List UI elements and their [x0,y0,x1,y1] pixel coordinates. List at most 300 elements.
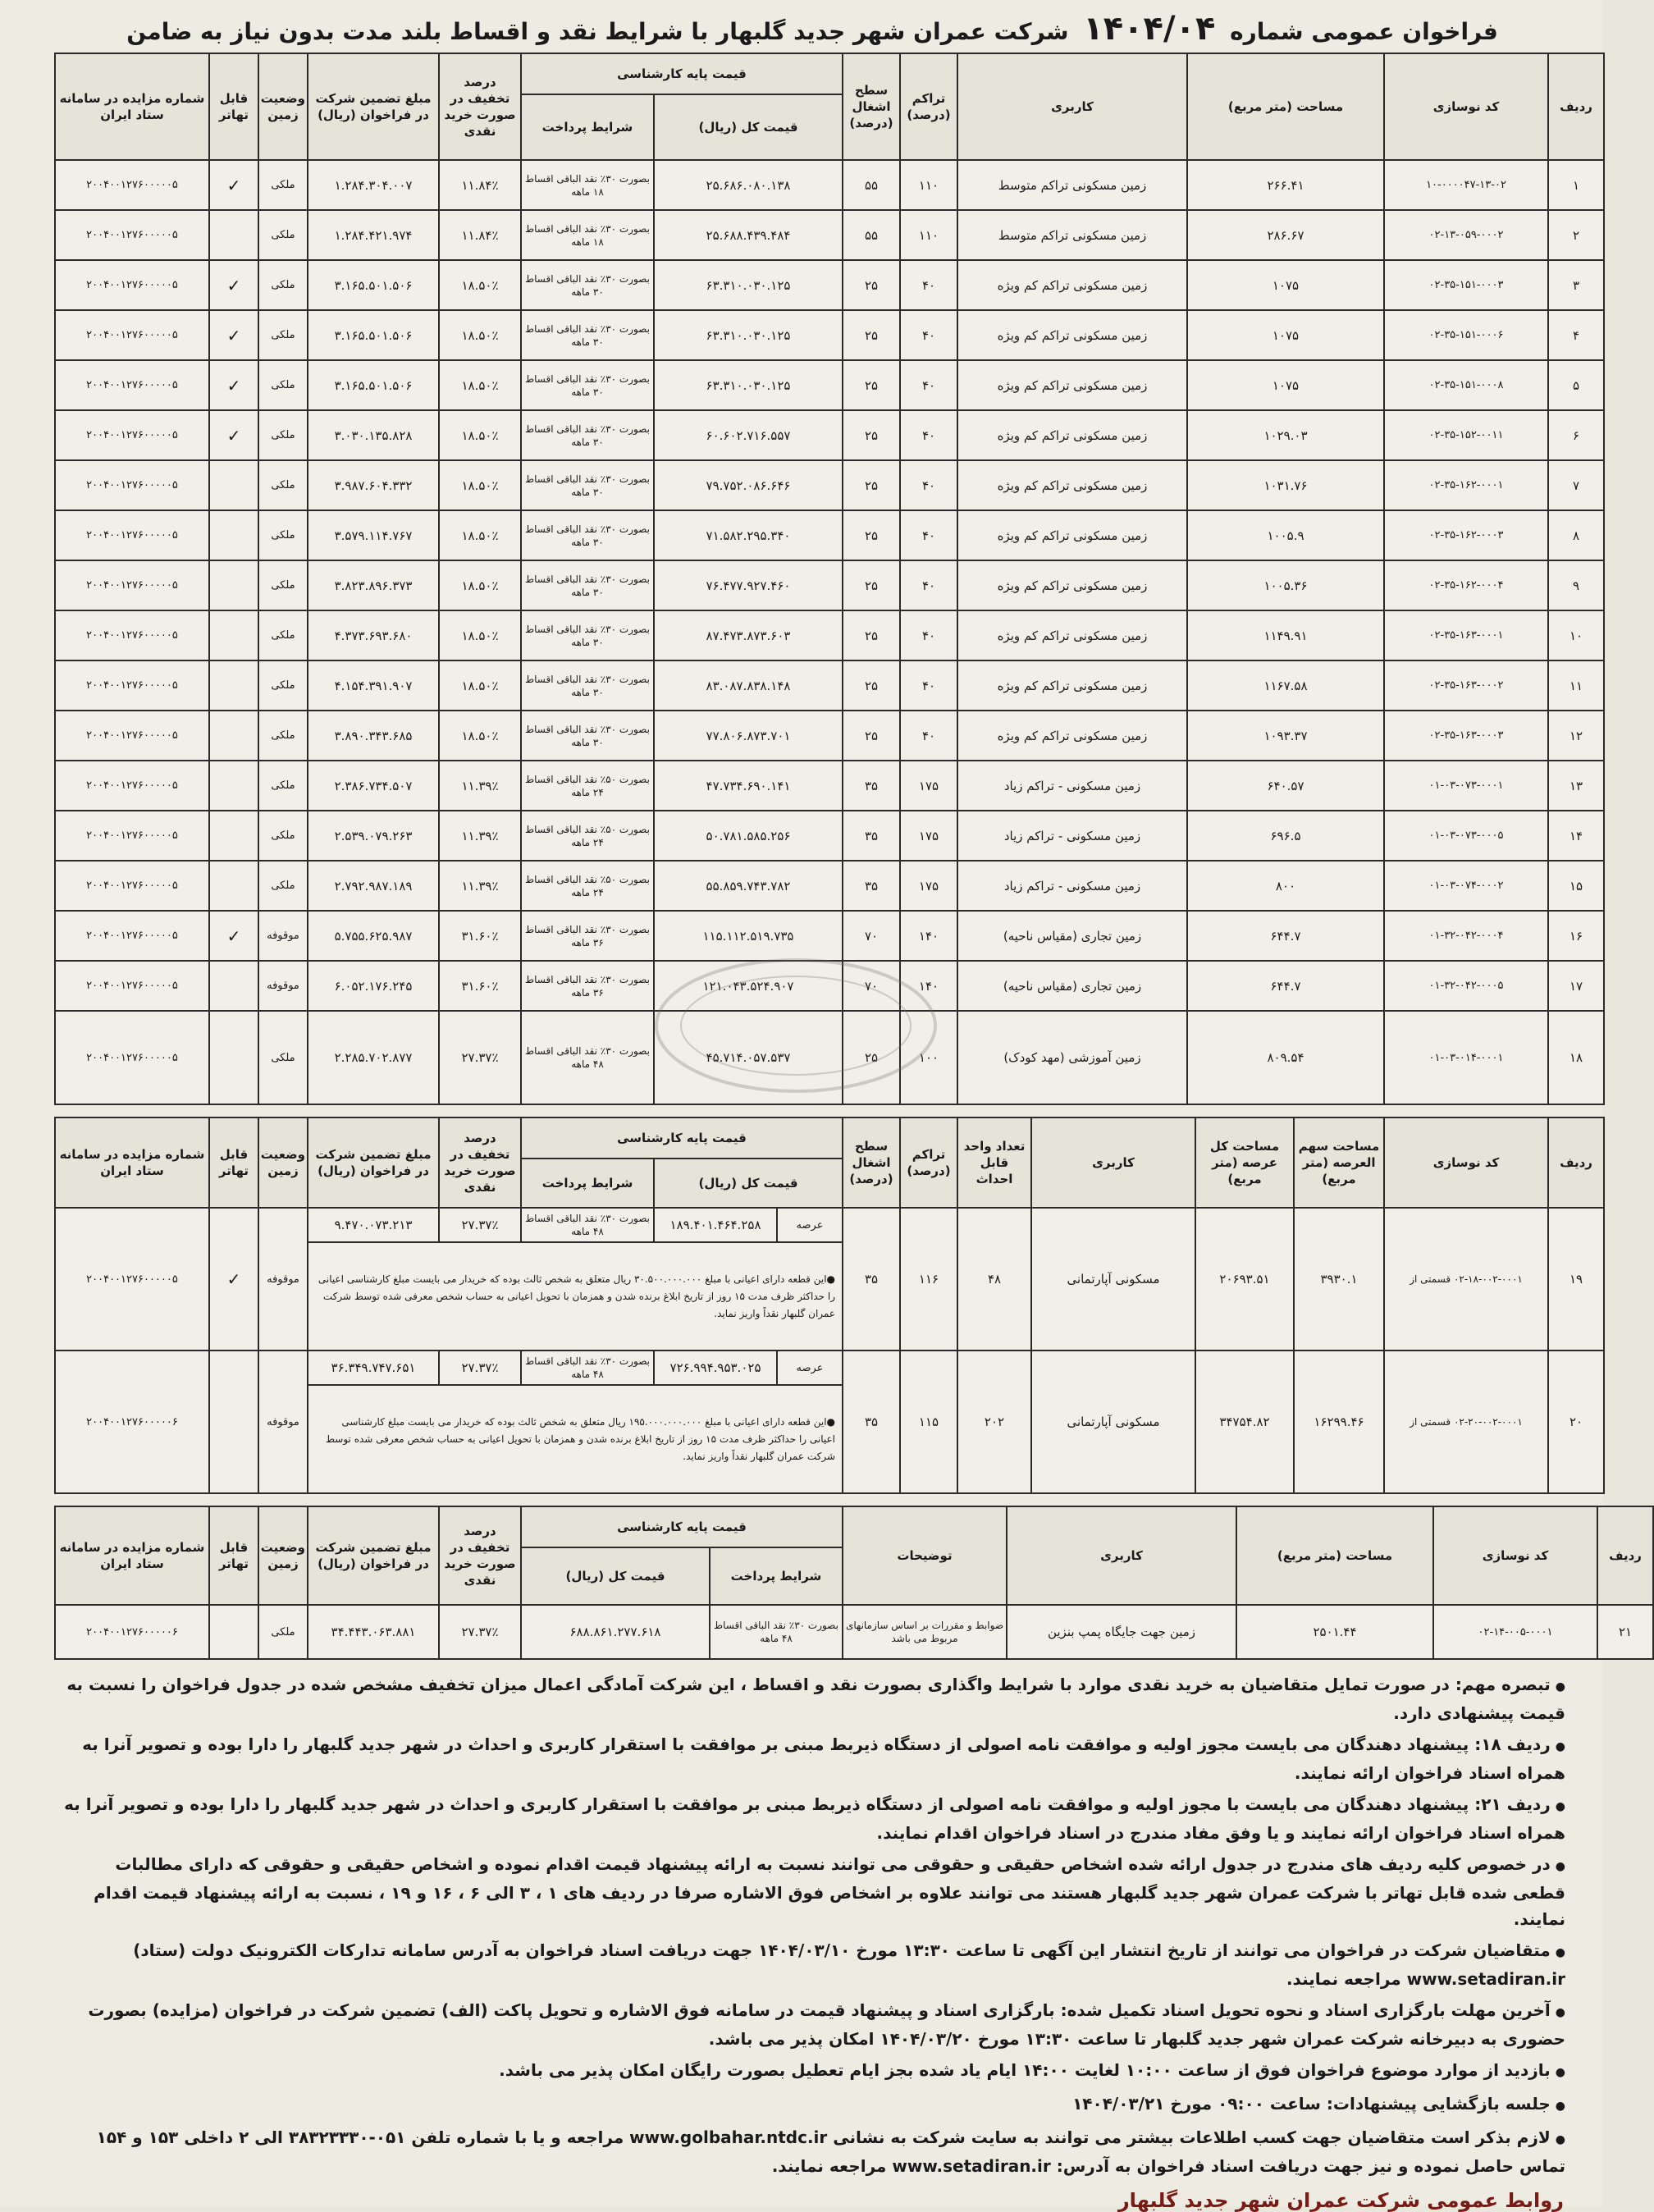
cell-code: ۰۲-۱۸-۰۰۲-۰۰۰۱ قسمتی از [1384,1208,1548,1351]
cell-terms: بصورت ۳۰٪ نقد الباقی اقساط ۴۸ ماهه [521,1208,654,1242]
cell-occupancy: ۳۵ [843,811,900,861]
cell-total-price: ۱۱۵.۱۱۲.۵۱۹.۷۳۵ [654,911,843,961]
cell-total-area: ۲۰۶۹۳.۵۱ [1195,1208,1294,1351]
cell-status: ملکی [258,711,308,761]
cell-row: ۱ [1548,160,1604,210]
cell-discount: ۱۱.۳۹٪ [439,861,521,911]
cell-area: ۲۶۶.۴۱ [1187,160,1384,210]
col-description: توضیحات [843,1506,1007,1605]
col-total-price: قیمت کل (ریال) [654,1159,843,1208]
check-icon [209,1011,258,1104]
cell-occupancy: ۷۰ [843,911,900,961]
col-payment-terms: شرایط پرداخت [710,1547,843,1605]
cell-total-price: ۸۷.۴۷۳.۸۷۳.۶۰۳ [654,610,843,660]
cell-discount: ۱۸.۵۰٪ [439,711,521,761]
cell-usage: مسکونی آپارتمانی [1031,1208,1195,1351]
cell-area: ۶۴۰.۵۷ [1187,761,1384,811]
table-row [55,410,1604,460]
cell-occupancy: ۲۵ [843,711,900,761]
cell-guarantee: ۴.۱۵۴.۳۹۱.۹۰۷ [308,660,439,711]
cell-status: ملکی [258,761,308,811]
note-text: این قطعه دارای اعیانی با مبلغ ۳۰.۵۰۰.۰۰۰.۰۰۰ ریال متعلق به شخص ثالث بوده که خریدار می بایست مبلغ کارشناسی اعیانی را حداکثر ظرف مدت ۱۵ روز از تاریخ ابلاغ برنده شدن و همزمان با تحویل اعیانی به حساب شخص معرفی شده توسط شرکت عمران گلبهار نقداً واریز نماید. [318,1273,836,1319]
table-row [55,1605,1653,1659]
cell-total-area: ۳۴۷۵۴.۸۲ [1195,1351,1294,1493]
cell-usage: زمین آموزشی (مهد کودک) [957,1011,1187,1104]
cell-auction: ۲۰۰۴۰۰۱۲۷۶۰۰۰۰۰۵ [55,911,209,961]
bullet-icon: ● [826,1273,836,1285]
cell-terms: بصورت ۵۰٪ نقد الباقی اقساط ۲۴ ماهه [521,861,654,911]
cell-usage: زمین مسکونی تراکم کم ویژه [957,460,1187,510]
cell-terms: بصورت ۳۰٪ نقد الباقی اقساط ۳۶ ماهه [521,961,654,1011]
cell-auction: ۲۰۰۴۰۰۱۲۷۶۰۰۰۰۰۵ [55,660,209,711]
cell-status: ملکی [258,410,308,460]
check-icon [209,811,258,861]
cell-discount: ۳۱.۶۰٪ [439,961,521,1011]
cell-guarantee: ۳.۱۶۵.۵۰۱.۵۰۶ [308,310,439,360]
cell-code: ۰۱-۰۳-۰۱۴-۰۰۰۱ [1384,1011,1548,1104]
cell-auction: ۲۰۰۴۰۰۱۲۷۶۰۰۰۰۰۵ [55,1208,209,1351]
cell-discount: ۱۸.۵۰٪ [439,610,521,660]
col-area: مساحت (متر مربع) [1187,53,1384,160]
cell-area: ۸۰۹.۵۴ [1187,1011,1384,1104]
note-text: این قطعه دارای اعیانی با مبلغ ۱۹۵.۰۰۰.۰۰۰.۰۰۰ ریال متعلق به شخص ثالث بوده که خریدار می بایست مبلغ کارشناسی اعیانی را حداکثر ظرف مدت ۱۵ روز از تاریخ ابلاغ برنده شدن و همزمان با تحویل اعیانی به حساب شخص معرفی شده توسط شرکت عمران گلبهار نقداً واریز نماید. [325,1415,836,1462]
cell-total-price: ۵۵.۸۵۹.۷۴۳.۷۸۲ [654,861,843,911]
bullet-icon: ● [1555,1800,1565,1813]
cell-code: ۰۲-۳۵-۱۶۳-۰۰۰۳ [1384,711,1548,761]
cell-usage: زمین مسکونی تراکم کم ویژه [957,260,1187,310]
cell-status: ملکی [258,811,308,861]
cell-code: ۰۲-۳۵-۱۶۲-۰۰۰۱ [1384,460,1548,510]
note-visit [59,2057,1565,2086]
cell-code: ۰۱-۰۳-۰۷۳-۰۰۰۵ [1384,811,1548,861]
check-icon [209,460,258,510]
check-icon: ✓ [209,1208,258,1351]
cell-status: ملکی [258,360,308,410]
cell-density: ۴۰ [900,310,957,360]
col-exchangeable: قابل تهاتر [209,1506,258,1605]
table-row [55,160,1604,210]
col-base-price: قیمت پایه کارشناسی [521,1117,843,1159]
cell-density: ۴۰ [900,610,957,660]
cell-density: ۱۱۰ [900,160,957,210]
cell-occupancy: ۲۵ [843,1011,900,1104]
table-row [55,610,1604,660]
check-icon: ✓ [209,410,258,460]
col-exchangeable: قابل تهاتر [209,1117,258,1208]
col-guarantee: مبلغ تضمین شرکت در فراخوان (ریال) [308,1117,439,1208]
note-row-18 [59,1731,1565,1786]
cell-guarantee: ۳.۱۶۵.۵۰۱.۵۰۶ [308,360,439,410]
cell-occupancy: ۵۵ [843,160,900,210]
cell-usage: مسکونی آپارتمانی [1031,1351,1195,1493]
section-gap [54,1105,1570,1117]
cell-discount: ۲۷.۳۷٪ [439,1208,521,1242]
cell-area: ۲۸۶.۶۷ [1187,210,1384,260]
cell-row: ۱۲ [1548,711,1604,761]
cell-guarantee: ۳.۹۸۷.۶۰۴.۳۳۲ [308,460,439,510]
check-icon: ✓ [209,911,258,961]
cell-area: ۱۰۷۵ [1187,260,1384,310]
bullet-icon: ● [1555,2006,1565,2019]
cell-row: ۲ [1548,210,1604,260]
cell-auction: ۲۰۰۴۰۰۱۲۷۶۰۰۰۰۰۵ [55,360,209,410]
col-land-status: وضعیت زمین [258,1506,308,1605]
cell-row: ۷ [1548,460,1604,510]
cell-code: ۰۲-۳۵-۱۶۲-۰۰۰۴ [1384,560,1548,610]
cell-row: ۱۵ [1548,861,1604,911]
cell-total-price: ۴۵.۷۱۴.۰۵۷.۵۳۷ [654,1011,843,1104]
check-icon [209,1605,258,1659]
cell-terms: بصورت ۳۰٪ نقد الباقی اقساط ۴۸ ماهه [710,1605,843,1659]
bullet-icon: ● [1555,2066,1565,2079]
cell-code: ۰۲-۳۵-۱۵۱-۰۰۰۳ [1384,260,1548,310]
cell-occupancy: ۲۵ [843,460,900,510]
cell-auction: ۲۰۰۴۰۰۱۲۷۶۰۰۰۰۰۵ [55,260,209,310]
cell-density: ۱۱۵ [900,1351,957,1493]
cell-guarantee: ۶.۰۵۲.۱۷۶.۲۴۵ [308,961,439,1011]
cell-total-price: ۱۲۱.۰۴۳.۵۲۴.۹۰۷ [654,961,843,1011]
cell-area: ۸۰۰ [1187,861,1384,911]
cell-usage: زمین تجاری (مقیاس ناحیه) [957,961,1187,1011]
col-code: کد نوسازی [1433,1506,1597,1605]
cell-usage: زمین مسکونی - تراکم زیاد [957,861,1187,911]
cell-auction: ۲۰۰۴۰۰۱۲۷۶۰۰۰۰۰۶ [55,1351,209,1493]
cell-occupancy: ۲۵ [843,610,900,660]
cell-status: ملکی [258,660,308,711]
cell-row: ۱۴ [1548,811,1604,861]
note-text: لازم بذکر است متقاضیان جهت کسب اطلاعات بیشتر می توانند به سایت شرکت به نشانی www.golbahar.ntdc.ir مراجعه و یا با شماره تلفن ۰۵۱-۳۸۳۲۳۳۳۰ الی ۲ داخلی ۱۵۳ و ۱۵۴ تماس حاصل نموده و نیز جهت دریافت اسناد فراخوان به آدرس: www.setadiran.ir مراجعه نمایند. [96,2127,1565,2176]
footer-signature: روابط عمومی شرکت عمران شهر جدید گلبهار [1117,2189,1564,2212]
check-icon [209,660,258,711]
cell-area: ۱۰۰۵.۳۶ [1187,560,1384,610]
check-icon [209,610,258,660]
col-exchangeable: قابل تهاتر [209,53,258,160]
cell-guarantee: ۲.۷۹۲.۹۸۷.۱۸۹ [308,861,439,911]
check-icon: ✓ [209,260,258,310]
cell-terms: بصورت ۳۰٪ نقد الباقی اقساط ۳۰ ماهه [521,560,654,610]
cell-row: ۱۰ [1548,610,1604,660]
cell-density: ۴۰ [900,410,957,460]
table-row [55,660,1604,711]
cell-occupancy: ۲۵ [843,360,900,410]
cell-occupancy: ۲۵ [843,410,900,460]
cell-guarantee: ۱.۲۸۴.۴۲۱.۹۷۴ [308,210,439,260]
cell-discount: ۱۸.۵۰٪ [439,360,521,410]
check-icon: ✓ [209,160,258,210]
table-row [55,911,1604,961]
cell-discount: ۱۸.۵۰٪ [439,260,521,310]
cell-auction: ۲۰۰۴۰۰۱۲۷۶۰۰۰۰۰۵ [55,560,209,610]
cell-usage: زمین مسکونی تراکم کم ویژه [957,410,1187,460]
cell-status: ملکی [258,460,308,510]
cell-usage: زمین تجاری (مقیاس ناحیه) [957,911,1187,961]
col-usage: کاربری [1031,1117,1195,1208]
cell-usage: زمین مسکونی تراکم کم ویژه [957,510,1187,560]
col-base-price: قیمت پایه کارشناسی [521,53,843,94]
cell-row: ۱۹ [1548,1208,1604,1351]
cell-units: ۴۸ [957,1208,1031,1351]
col-row: ردیف [1597,1506,1653,1605]
cell-guarantee: ۱.۲۸۴.۳۰۴.۰۰۷ [308,160,439,210]
cell-occupancy: ۲۵ [843,310,900,360]
cell-status: ملکی [258,210,308,260]
note-row-21 [59,1791,1565,1846]
cell-guarantee: ۲.۲۸۵.۷۰۲.۸۷۷ [308,1011,439,1104]
cell-area: ۲۵۰۱.۴۴ [1236,1605,1433,1659]
cell-code: ۰۲-۳۵-۱۵۱-۰۰۰۶ [1384,310,1548,360]
col-density: تراکم (درصد) [900,1117,957,1208]
cell-note [308,1385,843,1493]
cell-usage: زمین مسکونی - تراکم زیاد [957,761,1187,811]
cell-density: ۴۰ [900,660,957,711]
table-row [55,811,1604,861]
note-text: آخرین مهلت بارگزاری اسناد و نحوه تحویل اسناد تکمیل شده: بارگزاری اسناد و پیشنهاد قیمت در سامانه فوق الاشاره و تحویل پاکت (الف) تضمین شرکت در فراخوان (مزایده) بصورت حضوری به دبیرخانه شرکت عمران شهر جدید گلبهار تا ساعت ۱۳:۳۰ مورخ ۱۴۰۴/۰۳/۲۰ امکان پذیر می باشد. [88,2000,1565,2049]
table-row [55,1351,1604,1385]
note-deadline [59,1997,1565,2052]
cell-code: ۰۱-۳۲-۰۴۲-۰۰۰۴ [1384,911,1548,961]
cell-usage: زمین جهت جایگاه پمپ بنزین [1007,1605,1236,1659]
cell-occupancy: ۳۵ [843,861,900,911]
check-icon: ✓ [209,360,258,410]
cell-discount: ۱۱.۳۹٪ [439,761,521,811]
cell-occupancy: ۲۵ [843,260,900,310]
col-base-price: قیمت پایه کارشناسی [521,1506,843,1547]
bullet-icon: ● [1555,2133,1565,2146]
col-payment-terms: شرایط پرداخت [521,94,654,160]
cell-code: ۰۱-۰۳-۰۷۴-۰۰۰۲ [1384,861,1548,911]
col-discount: درصد تخفیف در صورت خرید نقدی [439,53,521,160]
check-icon [209,761,258,811]
cell-density: ۴۰ [900,711,957,761]
cell-auction: ۲۰۰۴۰۰۱۲۷۶۰۰۰۰۰۵ [55,310,209,360]
cell-area: ۱۱۶۷.۵۸ [1187,660,1384,711]
cell-discount: ۱۸.۵۰٪ [439,560,521,610]
cell-density: ۱۷۵ [900,761,957,811]
cell-code: ۰۲-۱۳-۰۵۹-۰۰۰۲ [1384,210,1548,260]
cell-guarantee: ۲.۳۸۶.۷۳۴.۵۰۷ [308,761,439,811]
cell-density: ۴۰ [900,460,957,510]
cell-discount: ۲۷.۳۷٪ [439,1351,521,1385]
cell-terms: بصورت ۳۰٪ نقد الباقی اقساط ۱۸ ماهه [521,210,654,260]
note-text: در خصوص کلیه ردیف های مندرج در جدول ارائه شده اشخاص حقیقی و حقوقی می توانند نسبت به ارائه پیشنهاد قیمت اقدام نموده و اشخاص حقیقی و حقوقی که دارای مطالبات قطعی شده قابل تهاتر با شرکت عمران شهر جدید گلبهار هستند می توانند علاوه بر اشخاص فوق الاشاره صرفا در ردیف های ۱ ، ۳ الی ۶ ، ۱۶ و ۱۹ ، نسبت به ارائه پیشنهاد قیمت اقدام نمایند. [94,1854,1565,1929]
col-land-status: وضعیت زمین [258,53,308,160]
col-payment-terms: شرایط پرداخت [521,1159,654,1208]
check-icon [209,961,258,1011]
cell-density: ۱۴۰ [900,911,957,961]
announcement-title [54,10,1570,48]
cell-total-price: ۷۷.۸۰۶.۸۷۳.۷۰۱ [654,711,843,761]
cell-auction: ۲۰۰۴۰۰۱۲۷۶۰۰۰۰۰۵ [55,761,209,811]
col-occupancy: سطح اشغال (درصد) [843,53,900,160]
cell-terms: بصورت ۳۰٪ نقد الباقی اقساط ۳۶ ماهه [521,911,654,961]
cell-discount: ۲۷.۳۷٪ [439,1605,521,1659]
cell-area: ۱۰۹۳.۳۷ [1187,711,1384,761]
col-total-price: قیمت کل (ریال) [654,94,843,160]
cell-row: ۶ [1548,410,1604,460]
cell-usage: زمین مسکونی تراکم کم ویژه [957,560,1187,610]
col-discount: درصد تخفیف در صورت خرید نقدی [439,1117,521,1208]
cell-guarantee: ۳۴.۴۴۳.۰۶۳.۸۸۱ [308,1605,439,1659]
table-row [55,510,1604,560]
cell-total-price: ۱۸۹.۴۰۱.۴۶۴.۲۵۸ [654,1208,777,1242]
cell-usage: زمین مسکونی تراکم کم ویژه [957,360,1187,410]
cell-share-area: ۱۶۲۹۹.۴۶ [1294,1351,1384,1493]
cell-code: ۱۰-۰۰۰۰۴۷-۱۳-۰۲ [1384,160,1548,210]
cell-code: ۰۲-۳۵-۱۵۲-۰۰۱۱ [1384,410,1548,460]
cell-guarantee: ۳.۱۶۵.۵۰۱.۵۰۶ [308,260,439,310]
cell-guarantee: ۲.۵۳۹.۰۷۹.۲۶۳ [308,811,439,861]
cell-occupancy: ۳۵ [843,761,900,811]
col-row: ردیف [1548,1117,1604,1208]
cell-area: ۱۰۳۱.۷۶ [1187,460,1384,510]
cell-status: ملکی [258,560,308,610]
cell-occupancy: ۵۵ [843,210,900,260]
cell-arsa-label: عرصه [777,1208,843,1242]
title-pre: فراخوان عمومی شماره [1230,18,1498,45]
cell-occupancy: ۳۵ [843,1351,900,1493]
cell-area: ۶۹۶.۵ [1187,811,1384,861]
col-row: ردیف [1548,53,1604,160]
cell-status: موقوفه [258,961,308,1011]
col-density: تراکم (درصد) [900,53,957,160]
cell-status: موقوفه [258,1208,308,1351]
col-total-price: قیمت کل (ریال) [521,1547,710,1605]
cell-auction: ۲۰۰۴۰۰۱۲۷۶۰۰۰۰۰۵ [55,460,209,510]
cell-units: ۲۰۲ [957,1351,1031,1493]
cell-total-price: ۲۵.۶۸۶.۰۸۰.۱۳۸ [654,160,843,210]
title-post: شرکت عمران شهر جدید گلبهار با شرایط نقد و اقساط بلند مدت بدون نیاز به ضامن [126,18,1069,45]
cell-total-price: ۶۸۸.۸۶۱.۲۷۷.۶۱۸ [521,1605,710,1659]
check-icon [209,210,258,260]
cell-usage: زمین مسکونی تراکم کم ویژه [957,711,1187,761]
cell-terms: بصورت ۳۰٪ نقد الباقی اقساط ۳۰ ماهه [521,610,654,660]
cell-status: موقوفه [258,1351,308,1493]
cell-density: ۴۰ [900,260,957,310]
table-row [55,711,1604,761]
cell-discount: ۱۸.۵۰٪ [439,310,521,360]
cell-total-price: ۸۳.۰۸۷.۸۳۸.۱۴۸ [654,660,843,711]
bullet-icon: ● [1555,1860,1565,1873]
cell-terms: بصورت ۳۰٪ نقد الباقی اقساط ۳۰ ماهه [521,460,654,510]
cell-density: ۴۰ [900,360,957,410]
bullet-icon: ● [1555,1740,1565,1753]
cell-guarantee: ۳.۸۹۰.۳۴۳.۶۸۵ [308,711,439,761]
cell-area: ۶۴۴.۷ [1187,961,1384,1011]
cell-code: ۰۲-۳۵-۱۶۲-۰۰۰۳ [1384,510,1548,560]
cell-auction: ۲۰۰۴۰۰۱۲۷۶۰۰۰۰۰۵ [55,210,209,260]
cell-row: ۱۶ [1548,911,1604,961]
table-row [55,1011,1604,1104]
cell-guarantee: ۳۶.۳۴۹.۷۴۷.۶۵۱ [308,1351,439,1385]
cell-area: ۱۰۷۵ [1187,360,1384,410]
cell-guarantee: ۳.۰۳۰.۱۳۵.۸۲۸ [308,410,439,460]
col-discount: درصد تخفیف در صورت خرید نقدی [439,1506,521,1605]
cell-status: ملکی [258,610,308,660]
cell-status: موقوفه [258,911,308,961]
cell-occupancy: ۲۵ [843,510,900,560]
notes-section [54,1671,1570,2179]
check-icon [209,510,258,560]
table-row [55,961,1604,1011]
table-row [55,560,1604,610]
cell-terms: بصورت ۳۰٪ نقد الباقی اقساط ۳۰ ماهه [521,660,654,711]
cell-row: ۱۳ [1548,761,1604,811]
cell-code: ۰۱-۰۳-۰۷۳-۰۰۰۱ [1384,761,1548,811]
cell-discount: ۱۸.۵۰٪ [439,660,521,711]
cell-status: ملکی [258,861,308,911]
col-occupancy: سطح اشغال (درصد) [843,1117,900,1208]
cell-guarantee: ۹.۴۷۰.۰۷۳.۲۱۳ [308,1208,439,1242]
check-icon [209,711,258,761]
check-icon [209,861,258,911]
cell-usage: زمین مسکونی - تراکم زیاد [957,811,1187,861]
col-auction-no: شماره مزایده در سامانه ستاد ایران [55,1506,209,1605]
bullet-icon: ● [826,1415,836,1428]
col-usage: کاربری [1007,1506,1236,1605]
cell-auction: ۲۰۰۴۰۰۱۲۷۶۰۰۰۰۰۵ [55,160,209,210]
cell-row: ۲۱ [1597,1605,1653,1659]
cell-area: ۱۰۰۵.۹ [1187,510,1384,560]
cell-row: ۲۰ [1548,1351,1604,1493]
gas-station-table [54,1506,1654,1660]
cell-occupancy: ۲۵ [843,660,900,711]
cell-status: ملکی [258,260,308,310]
cell-terms: بصورت ۳۰٪ نقد الباقی اقساط ۳۰ ماهه [521,260,654,310]
cell-area: ۱۰۲۹.۰۳ [1187,410,1384,460]
note-text: تبصره مهم: در صورت تمایل متقاضیان به خرید نقدی موارد با شرایط واگذاری بصورت نقد و اقساط ، این شرکت آمادگی اعمال میزان تخفیف مشخص شده در جدول فراخوان را نسبت به قیمت پیشنهادی دارد. [66,1675,1565,1723]
cell-guarantee: ۳.۵۷۹.۱۱۴.۷۶۷ [308,510,439,560]
title-number: ۱۴۰۴/۰۴ [1083,10,1216,48]
note-eligibility [59,1851,1565,1932]
cell-total-price: ۷۶.۴۷۷.۹۲۷.۴۶۰ [654,560,843,610]
cell-terms: بصورت ۳۰٪ نقد الباقی اقساط ۳۰ ماهه [521,410,654,460]
cell-note [308,1242,843,1351]
cell-density: ۱۱۶ [900,1208,957,1351]
cell-density: ۱۷۵ [900,811,957,861]
cell-code: ۰۲-۲۰-۰۰۲-۰۰۰۱ قسمتی از [1384,1351,1548,1493]
cell-usage: زمین مسکونی تراکم کم ویژه [957,310,1187,360]
check-icon [209,560,258,610]
cell-row: ۳ [1548,260,1604,310]
table-row [55,260,1604,310]
land-table [54,53,1605,1105]
cell-discount: ۲۷.۳۷٪ [439,1011,521,1104]
cell-density: ۱۷۵ [900,861,957,911]
cell-auction: ۲۰۰۴۰۰۱۲۷۶۰۰۰۰۰۵ [55,861,209,911]
cell-occupancy: ۲۵ [843,560,900,610]
cell-discount: ۳۱.۶۰٪ [439,911,521,961]
cell-status: ملکی [258,1605,308,1659]
note-text: متقاضیان شرکت در فراخوان می توانند از تاریخ انتشار این آگهی تا ساعت ۱۳:۳۰ مورخ ۱۴۰۴/۰۳/۱۰ جهت دریافت اسناد فراخوان به آدرس سامانه تدارکات الکترونیک دولت (ستاد) www.setadiran.ir مراجعه نمایند. [133,1940,1565,1989]
cell-guarantee: ۴.۳۷۳.۶۹۳.۶۸۰ [308,610,439,660]
cell-usage: زمین مسکونی تراکم متوسط [957,210,1187,260]
col-share-area: مساحت سهم العرصه (متر مربع) [1294,1117,1384,1208]
cell-density: ۴۰ [900,510,957,560]
cell-auction: ۲۰۰۴۰۰۱۲۷۶۰۰۰۰۰۵ [55,510,209,560]
cell-area: ۶۴۴.۷ [1187,911,1384,961]
cell-density: ۴۰ [900,560,957,610]
cell-auction: ۲۰۰۴۰۰۱۲۷۶۰۰۰۰۰۵ [55,711,209,761]
cell-row: ۴ [1548,310,1604,360]
cell-guarantee: ۵.۷۵۵.۶۲۵.۹۸۷ [308,911,439,961]
note-text: ردیف ۱۸: پیشنهاد دهندگان می بایست مجوز اولیه و موافقت نامه اصولی از دستگاه ذیربط مبنی بر موافقت با استقرار کاربری و احداث در شهر جدید گلبهار را دارا بوده و تصویر آنرا به همراه اسناد فراخوان ارائه نمایند. [82,1734,1565,1783]
cell-total-price: ۶۳.۳۱۰.۰۳۰.۱۲۵ [654,360,843,410]
cell-guarantee: ۳.۸۲۳.۸۹۶.۳۷۳ [308,560,439,610]
cell-terms: بصورت ۵۰٪ نقد الباقی اقساط ۲۴ ماهه [521,761,654,811]
check-icon: ✓ [209,310,258,360]
col-area: مساحت (متر مربع) [1236,1506,1433,1605]
col-auction-no: شماره مزایده در سامانه ستاد ایران [55,1117,209,1208]
